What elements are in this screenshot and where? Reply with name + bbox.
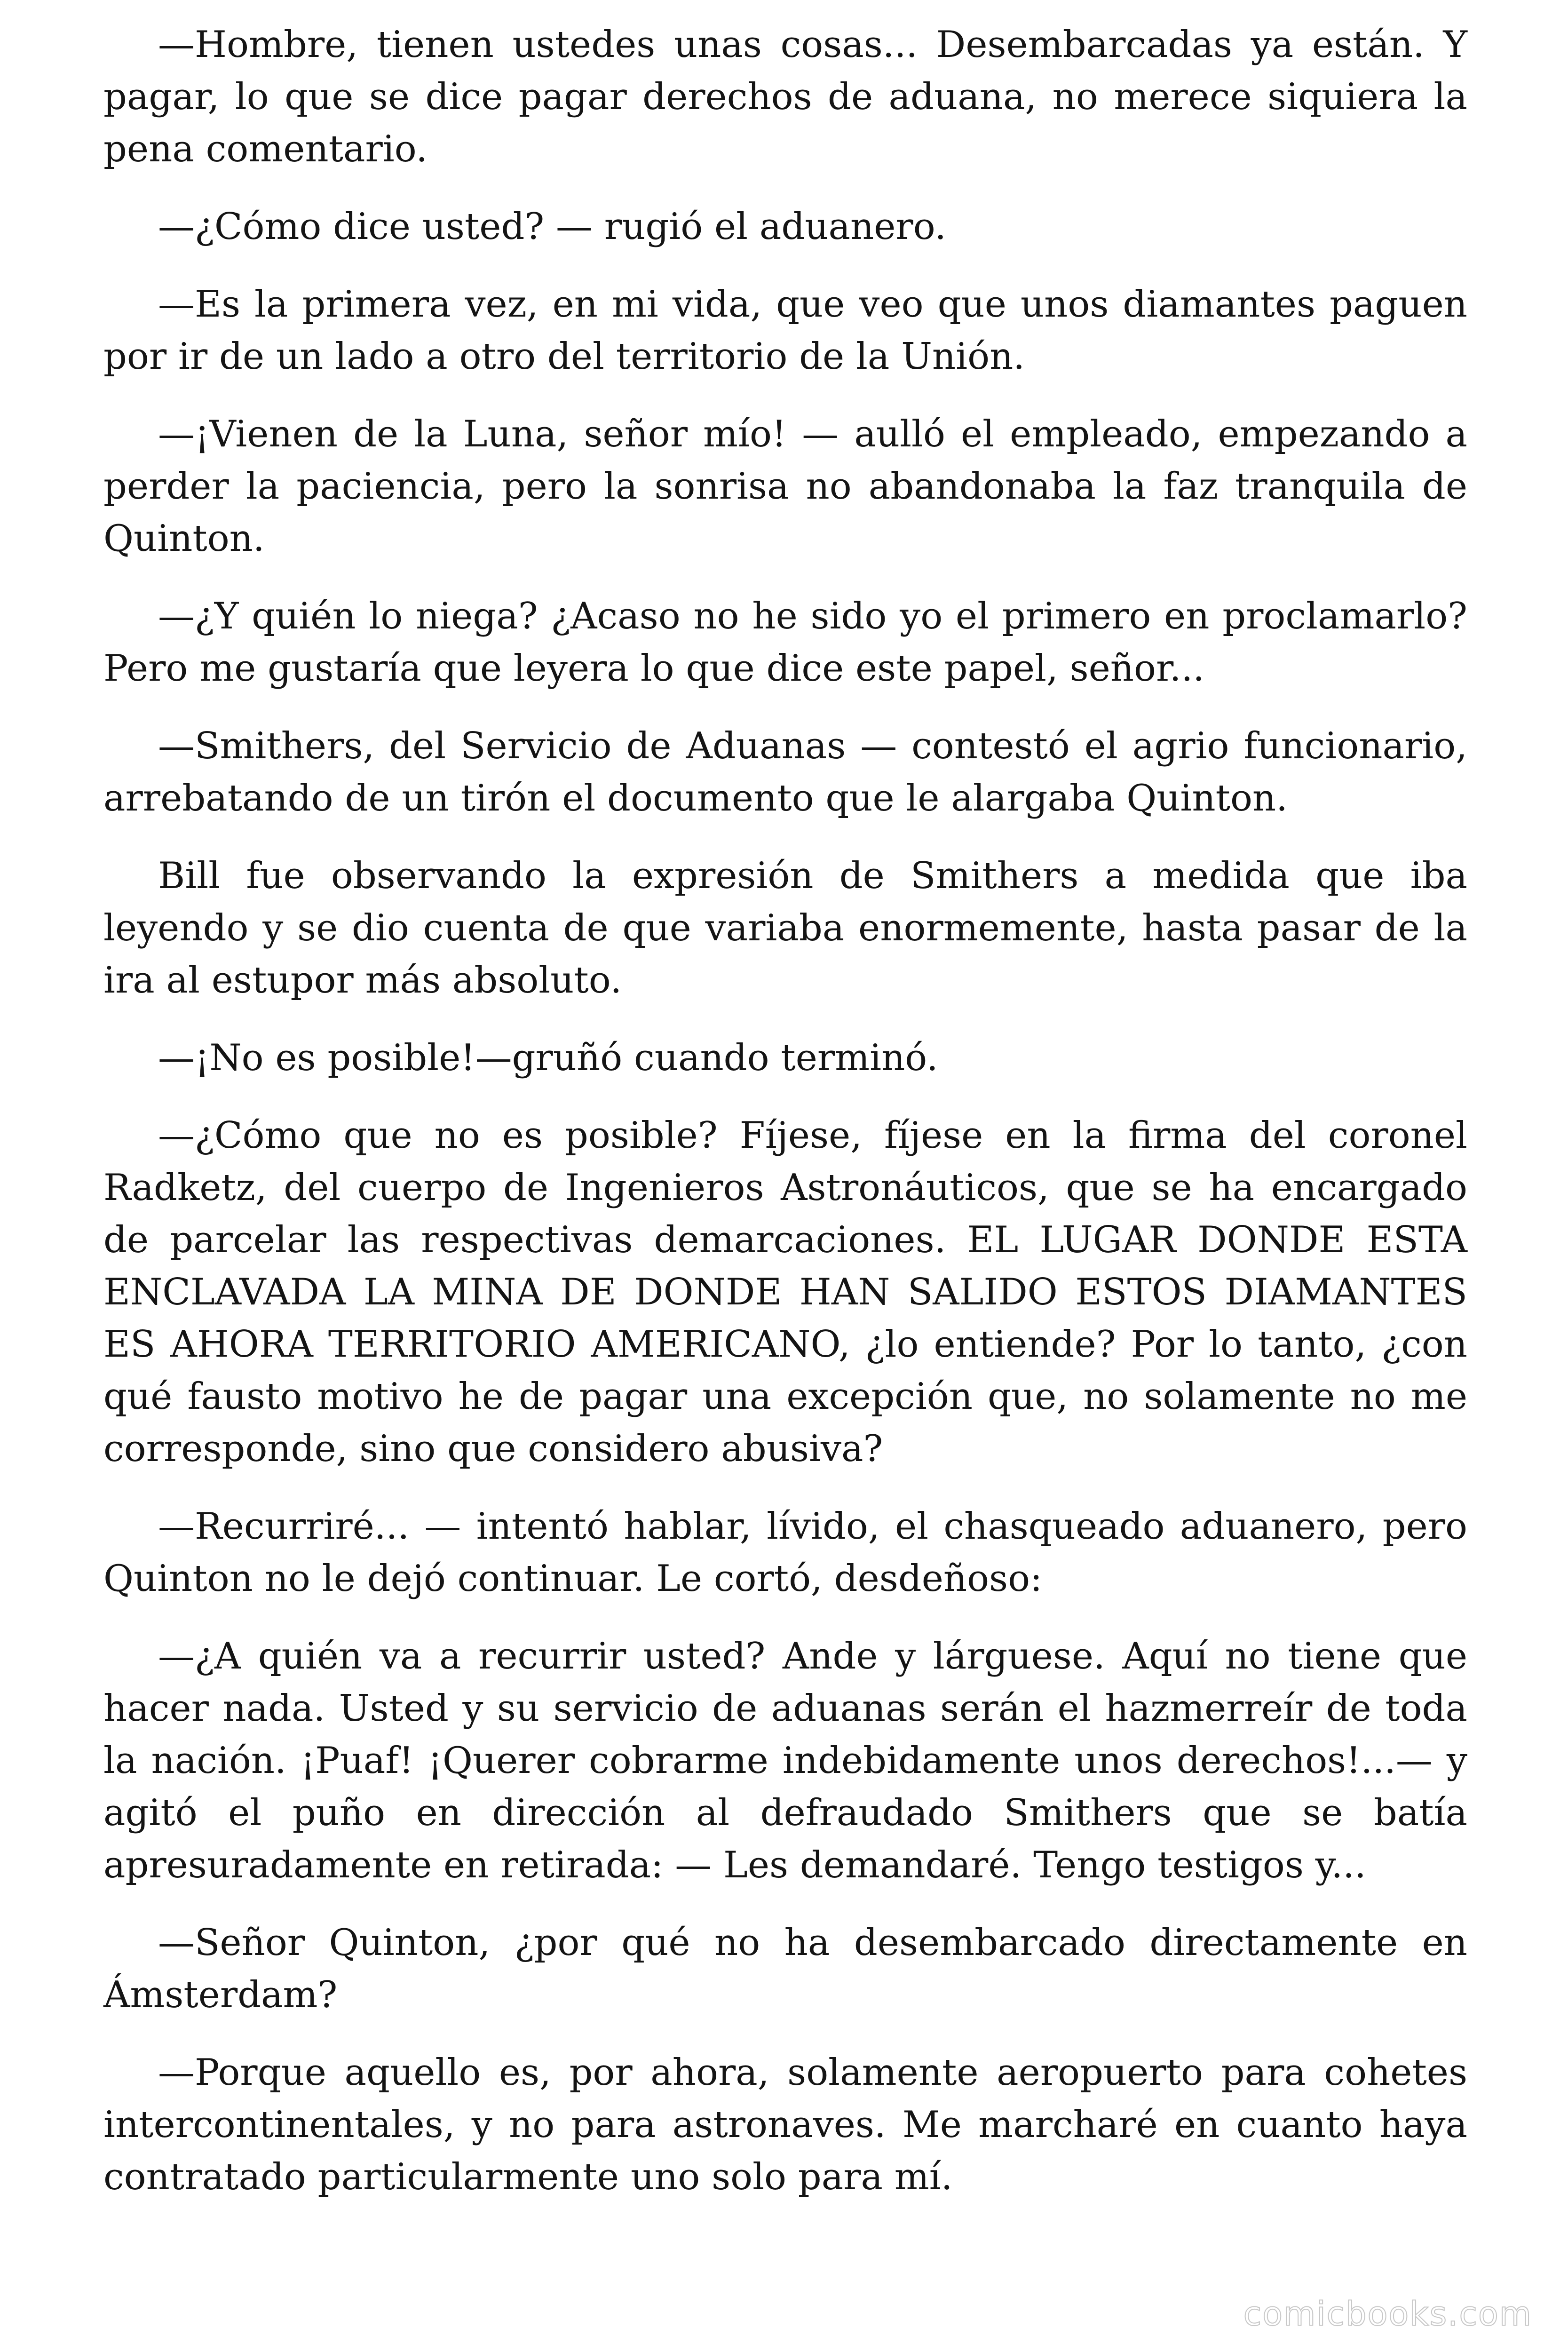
- paragraph: —Porque aquello es, por ahora, solamente aeropuerto para cohetes intercontinentales, y no para astronaves. Me marcharé en cuanto haya contratado particularmente uno solo para mí.: [103, 2051, 1467, 2198]
- paragraph: —¿A quién va a recurrir usted? Ande y lárguese. Aquí no tiene que hacer nada. Usted y su servicio de aduanas serán el hazmerreír de toda la nación. ¡Puaf! ¡Querer cobrarme indebidamente unos derechos!...— y agitó el puño en dirección al defraudado Smithers que se batía apresuradamente en retirada: — Les demandaré. Tengo testigos y...: [103, 1635, 1467, 1886]
- paragraph: —¿Y quién lo niega? ¿Acaso no he sido yo el primero en proclamarlo? Pero me gustaría que leyera lo que dice este papel, señor...: [103, 595, 1467, 690]
- paragraph: Bill fue observando la expresión de Smithers a medida que iba leyendo y se dio cuenta de que variaba enormemente, hasta pasar de la ira al estupor más absoluto.: [103, 855, 1467, 1001]
- site-watermark: comicbooks.com: [1243, 2295, 1532, 2333]
- paragraph: —Recurriré... — intentó hablar, lívido, el chasqueado aduanero, pero Quinton no le dejó continuar. Le cortó, desdeñoso:: [103, 1505, 1467, 1600]
- paragraph: —¡Vienen de la Luna, señor mío! — aulló el empleado, empezando a perder la paciencia, pero la sonrisa no abandonaba la faz tranquila de Quinton.: [103, 413, 1467, 560]
- paragraph: —¡No es posible!—gruñó cuando terminó.: [158, 1037, 938, 1079]
- paragraph: —Es la primera vez, en mi vida, que veo que unos diamantes paguen por ir de un lado a otro del territorio de la Unión.: [103, 283, 1467, 378]
- paragraph: —¿Cómo que no es posible? Fíjese, fíjese en la firma del coronel Radketz, del cuerpo de Ingenieros Astronáuticos, que se ha encargado de parcelar las respectivas demarcaciones. EL LUGAR DONDE ESTA ENCLAVADA LA MINA DE DONDE HAN SALIDO ESTOS DIAMANTES ES AHORA TERRITORIO AMERICANO, ¿lo entiende? Por lo tanto, ¿con qué fausto motivo he de pagar una excepción que, no solamente no me corresponde, sino que considero abusiva?: [103, 1114, 1467, 1470]
- paragraph: —Smithers, del Servicio de Aduanas — contestó el agrio funcionario, arrebatando de un tirón el documento que le alargaba Quinton.: [103, 725, 1467, 819]
- paragraph: —¿Cómo dice usted? — rugió el aduanero.: [158, 206, 947, 248]
- paragraph: —Hombre, tienen ustedes unas cosas... Desembarcadas ya están. Y pagar, lo que se dice pagar derechos de aduana, no merece siquiera la pena comentario.: [103, 24, 1467, 170]
- book-page-text: [103, 19, 1467, 2229]
- paragraph: —Señor Quinton, ¿por qué no ha desembarcado directamente en Ámsterdam?: [103, 1922, 1467, 2016]
